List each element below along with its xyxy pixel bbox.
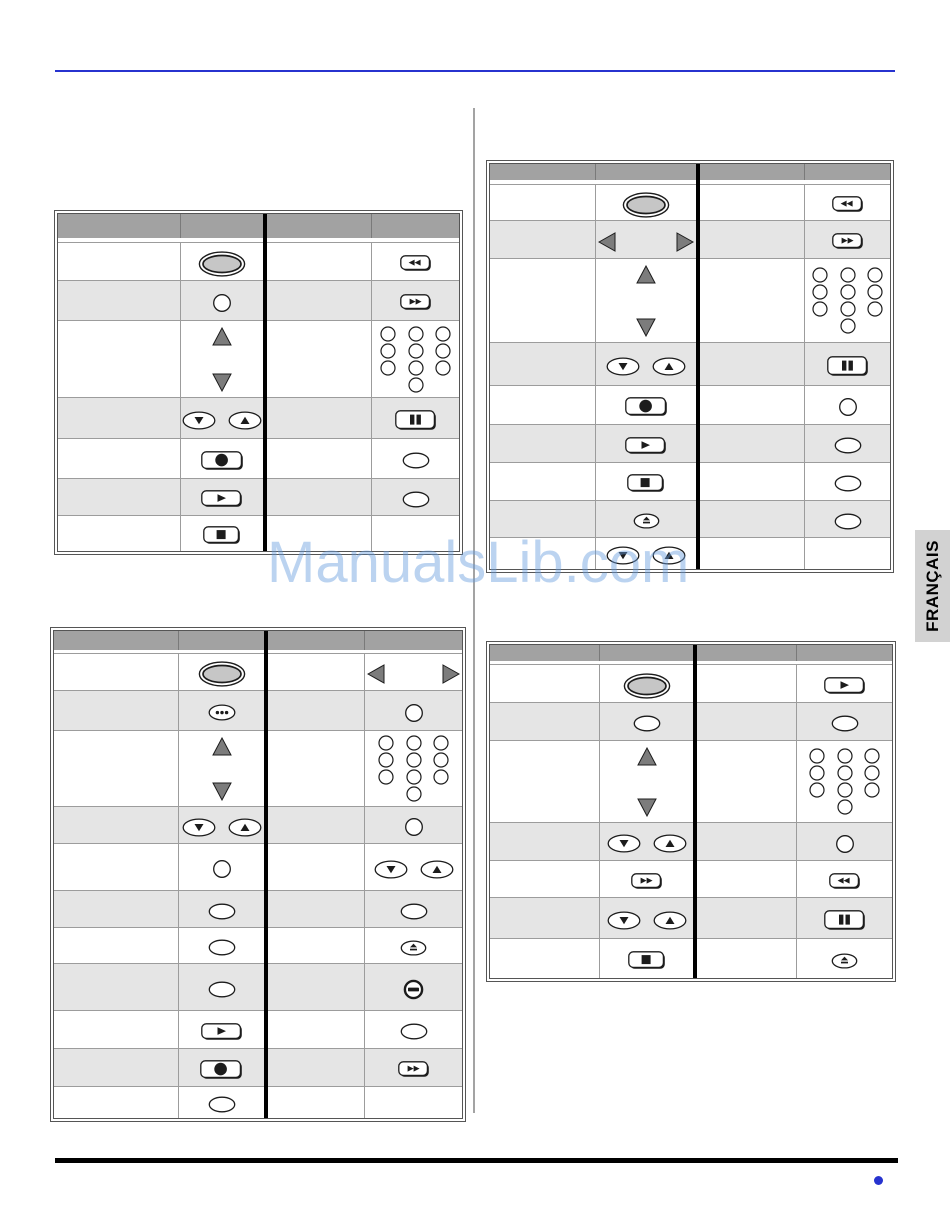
table-cell [600,897,693,938]
table-cell [372,478,459,515]
table-header-cell [365,631,462,650]
channel-down-up-buttons-icon [607,834,687,853]
table-cell [700,385,805,424]
up-triangle-icon [637,747,657,766]
small-oval-icon [633,715,661,732]
eject-button-icon [831,953,858,969]
number-key-icon [378,769,394,785]
table-cell [596,424,696,462]
power-button-icon [623,673,671,699]
number-key-icon [812,301,828,317]
watermark: ManualsLib.com [267,530,690,595]
table-cell [797,860,892,897]
number-key-icon [809,748,825,764]
table-cell [490,702,600,740]
channel-down-up-buttons-icon [606,546,686,565]
table-cell [700,184,805,220]
up-triangle-icon [212,737,232,756]
number-key-icon [408,343,424,359]
number-key-icon [864,765,880,781]
table-cell [490,342,596,385]
table-cell [179,927,264,963]
channel-up-button-icon [653,834,687,853]
table-cell [700,500,805,537]
table-cell [805,537,890,569]
down-triangle-icon [212,782,232,801]
table-cell [596,342,696,385]
channel-down-button-icon [182,818,216,837]
table-cell [267,438,372,478]
table-cell [181,280,263,320]
table-cell [596,258,696,342]
rewind-button-icon [832,196,864,213]
remote-code-table [54,631,462,1118]
table-cell [58,242,181,280]
table-cell [267,478,372,515]
channel-up-button-icon [228,818,262,837]
language-tab [915,530,950,642]
table-cell [268,806,365,843]
table-cell [58,478,181,515]
right-triangle-icon [676,232,694,252]
number-key-icon [867,301,883,317]
small-circle-icon [404,703,424,723]
up-triangle-icon [212,327,232,346]
table-cell [596,184,696,220]
table-cell [268,1048,365,1086]
table-cell [797,740,892,822]
number-key-icon [837,782,853,798]
table-cell [490,822,600,860]
stop-button-icon [627,474,665,493]
table-cell [805,424,890,462]
table-cell [805,500,890,537]
remote-code-table [490,645,892,978]
remote-code-table [490,164,890,569]
table-cell [268,963,365,1010]
table-cell [596,500,696,537]
table-cell [54,690,179,730]
up-down-triangles-icon [212,735,232,806]
number-key-icon [378,752,394,768]
table-cell [797,897,892,938]
table-cell [267,397,372,438]
left-right-triangles-icon [596,232,696,252]
table-header-cell [58,214,181,238]
table-cell [181,242,263,280]
table-cell [372,320,459,397]
table-cell [596,462,696,500]
rewind-button-icon [829,873,861,890]
small-oval-icon [208,903,236,920]
table-cell [54,806,179,843]
up-down-triangles-icon [636,263,656,342]
down-triangle-icon [212,373,232,392]
table-cell [700,220,805,258]
table-cell [54,927,179,963]
table-cell [54,1048,179,1086]
eject-button-icon [633,513,660,529]
footer-rule [55,1158,898,1163]
table-cell [700,462,805,500]
table-cell [268,730,365,806]
number-key-icon [408,360,424,376]
number-key-icon [380,360,396,376]
number-pad-icon [812,267,883,334]
number-key-icon [408,326,424,342]
up-down-triangles-icon [637,745,657,822]
table-header-cell [805,164,890,180]
small-circle-icon [212,293,232,313]
minus-circle-button-icon [403,979,424,1000]
channel-down-button-icon [606,357,640,376]
number-key-icon [406,786,422,802]
power-button-icon [622,192,670,218]
table-cell [179,843,264,890]
table-cell [54,890,179,927]
small-oval-icon [402,491,430,508]
table-cell [179,730,264,806]
table-cell [600,664,693,702]
small-circle-icon [212,859,232,879]
number-key-icon [406,769,422,785]
small-oval-icon [834,437,862,454]
table-cell [58,320,181,397]
table-cell [805,220,890,258]
table-cell [268,653,365,690]
table-header-cell [181,214,263,238]
table-cell [54,1010,179,1048]
table-cell [54,1086,179,1118]
stop-button-icon [628,951,666,970]
up-triangle-icon [636,265,656,284]
table-cell [490,424,596,462]
number-key-icon [840,267,856,283]
table-cell [697,822,797,860]
number-key-icon [435,343,451,359]
channel-down-up-buttons-icon [606,357,686,376]
left-right-triangles-icon [365,664,462,684]
table-cell [54,730,179,806]
left-triangle-icon [367,664,385,684]
channel-down-button-icon [182,411,216,430]
number-key-icon [408,377,424,393]
table-cell [365,806,462,843]
table-cell [700,258,805,342]
pause-button-icon [824,910,866,931]
number-pad-icon [378,735,449,802]
menu-dots-button-icon [208,704,236,721]
table-cell [181,397,263,438]
number-key-icon [435,360,451,376]
table-cell [365,927,462,963]
table-cell [596,220,696,258]
table-cell [700,342,805,385]
number-key-icon [837,748,853,764]
channel-down-up-buttons-icon [374,860,454,879]
number-key-icon [864,782,880,798]
table-cell [697,897,797,938]
table-cell [365,653,462,690]
table-cell [490,664,600,702]
number-key-icon [837,765,853,781]
table-cell [181,515,263,551]
right-triangle-icon [442,664,460,684]
number-key-icon [809,782,825,798]
table-cell [600,822,693,860]
table-cell [600,860,693,897]
table-cell [490,184,596,220]
table-cell [490,258,596,342]
table-cell [697,702,797,740]
table-cell [490,385,596,424]
table-cell [490,897,600,938]
play-button-icon [201,490,243,508]
table-header-cell [490,645,600,661]
header-rule [55,70,895,72]
record-button-icon [201,451,244,471]
play-button-icon [625,437,667,455]
table-header-cell [268,631,365,650]
table-cell [805,342,890,385]
channel-down-button-icon [606,546,640,565]
table-cell [179,963,264,1010]
table-cell [805,184,890,220]
channel-up-button-icon [652,546,686,565]
table-cell [600,740,693,822]
table-cell [700,424,805,462]
table-cell [697,740,797,822]
table-header-cell [600,645,693,661]
table-cell [365,890,462,927]
left-triangle-icon [598,232,616,252]
small-circle-icon [835,834,855,854]
number-key-icon [840,318,856,334]
table-cell [372,280,459,320]
table-cell [697,664,797,702]
small-circle-icon [838,397,858,417]
table-cell [268,927,365,963]
table-cell [267,280,372,320]
rewind-button-icon [400,255,432,272]
table-cell [600,702,693,740]
channel-down-up-buttons-icon [182,411,262,430]
channel-up-button-icon [652,357,686,376]
number-key-icon [812,284,828,300]
table-cell [805,258,890,342]
table-cell [490,220,596,258]
table-cell [365,1086,462,1118]
table-cell [268,843,365,890]
table-cell [58,280,181,320]
small-oval-icon [208,981,236,998]
fast-forward-button-icon [400,294,432,311]
channel-up-button-icon [653,911,687,930]
power-button-icon [198,661,246,687]
number-key-icon [380,326,396,342]
table-cell [267,515,372,551]
table-cell [600,938,693,978]
table-cell [179,890,264,927]
table-cell [268,690,365,730]
small-oval-icon [831,715,859,732]
number-key-icon [435,326,451,342]
table-cell [365,1010,462,1048]
play-button-icon [824,677,866,695]
small-circle-icon [404,817,424,837]
channel-down-button-icon [607,834,641,853]
number-key-icon [837,799,853,815]
number-key-icon [433,752,449,768]
table-cell [490,537,596,569]
table-cell [181,438,263,478]
table-cell [268,1086,365,1118]
table-header-cell [797,645,892,661]
table-header-cell [372,214,459,238]
table-cell [179,653,264,690]
number-key-icon [812,267,828,283]
table-cell [365,963,462,1010]
remote-code-table [58,214,459,551]
number-key-icon [378,735,394,751]
table-cell [805,385,890,424]
table-cell [268,890,365,927]
up-down-triangles-icon [212,325,232,397]
table-cell [797,702,892,740]
table-cell [490,938,600,978]
table-cell [697,860,797,897]
power-button-icon [198,251,246,277]
table-cell [58,515,181,551]
small-oval-icon [834,513,862,530]
table-header-cell [596,164,696,180]
table-header-cell [490,164,596,180]
number-key-icon [840,284,856,300]
table-cell [179,1010,264,1048]
table-header-cell [179,631,264,650]
channel-down-up-buttons-icon [182,818,262,837]
number-key-icon [406,735,422,751]
down-triangle-icon [636,318,656,337]
number-key-icon [809,765,825,781]
table-cell [181,478,263,515]
table-cell [797,664,892,702]
table-cell [54,653,179,690]
eject-button-icon [400,940,427,956]
table-cell [700,537,805,569]
table-cell [596,385,696,424]
table-cell [179,690,264,730]
table-cell [58,397,181,438]
table-cell [267,320,372,397]
table-cell [179,1048,264,1086]
table-header-cell [267,214,372,238]
pause-button-icon [827,356,869,377]
table-cell [697,938,797,978]
table-cell [797,938,892,978]
table-cell [179,806,264,843]
small-oval-icon [400,903,428,920]
fast-forward-button-icon [398,1061,430,1078]
pause-button-icon [395,410,437,431]
number-key-icon [867,284,883,300]
table-cell [181,320,263,397]
page-marker-dot [874,1176,883,1185]
number-key-icon [433,769,449,785]
table-cell [365,1048,462,1086]
small-oval-icon [402,452,430,469]
table-cell [179,1086,264,1118]
play-button-icon [201,1023,243,1041]
number-key-icon [864,748,880,764]
table-cell [372,438,459,478]
channel-up-button-icon [228,411,262,430]
channel-down-up-buttons-icon [607,911,687,930]
channel-down-button-icon [374,860,408,879]
table-header-cell [700,164,805,180]
column-rule [473,108,475,1113]
table-cell [365,690,462,730]
fast-forward-button-icon [832,233,864,250]
number-key-icon [406,752,422,768]
number-pad-icon [809,748,880,815]
language-tab-label: FRANÇAIS [922,540,942,632]
channel-down-button-icon [607,911,641,930]
table-cell [267,242,372,280]
small-oval-icon [400,1023,428,1040]
record-button-icon [625,397,668,417]
table-cell [54,963,179,1010]
channel-up-button-icon [420,860,454,879]
table-cell [372,397,459,438]
stop-button-icon [203,526,241,545]
table-cell [490,462,596,500]
small-oval-icon [208,1096,236,1113]
table-cell [365,730,462,806]
table-cell [797,822,892,860]
number-key-icon [433,735,449,751]
small-oval-icon [208,939,236,956]
table-cell [805,462,890,500]
table-cell [268,1010,365,1048]
table-cell [58,438,181,478]
table-cell [490,860,600,897]
record-button-icon [200,1060,243,1080]
table-cell [490,500,596,537]
number-key-icon [840,301,856,317]
number-key-icon [867,267,883,283]
number-pad-icon [380,326,451,393]
table-cell [490,740,600,822]
table-cell [54,843,179,890]
table-header-cell [54,631,179,650]
table-cell [372,242,459,280]
down-triangle-icon [637,798,657,817]
small-oval-icon [834,475,862,492]
table-header-cell [697,645,797,661]
number-key-icon [380,343,396,359]
fast-forward-button-icon [631,873,663,890]
table-cell [372,515,459,551]
table-cell [365,843,462,890]
table-cell [596,537,696,569]
